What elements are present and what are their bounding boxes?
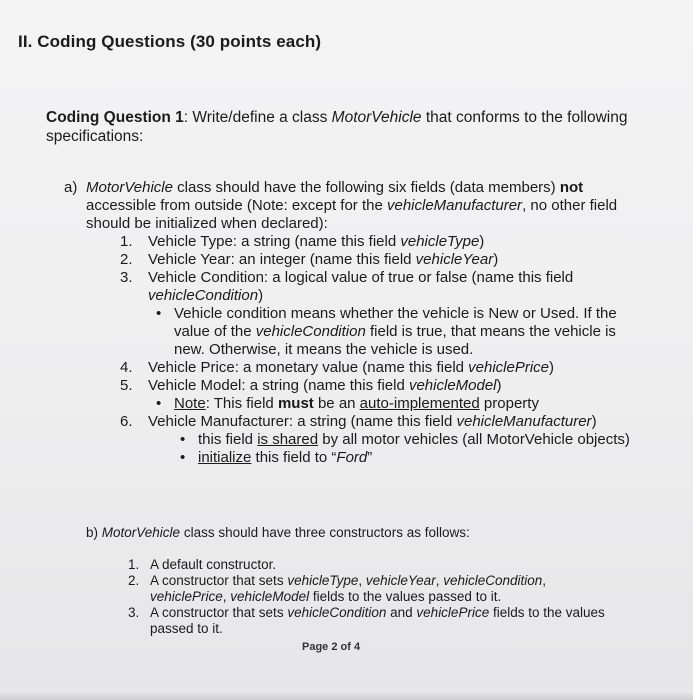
item-text: Vehicle Condition: a logical value of true or false (name this field <box>148 269 574 286</box>
item-text-end: fields to the values passed to it. <box>309 589 502 604</box>
bullet-dot-icon: • <box>180 449 186 466</box>
constructor-list <box>128 557 626 637</box>
not-emphasis: not <box>559 179 584 196</box>
class-name: MotorVehicle <box>331 109 422 126</box>
question-text-end: that conforms to the following specifications: <box>46 109 628 145</box>
bullet-text: : This field <box>205 395 278 412</box>
class-name: MotorVehicle <box>101 525 181 540</box>
bullet-shared <box>176 431 644 449</box>
bullet-dot-icon: • <box>156 395 162 412</box>
bullet-text-end: by all motor vehicles (all MotorVehicle objects) <box>318 431 630 448</box>
item-end: ) <box>479 233 485 250</box>
intro-text-3: , no other field should be initialized when declared): <box>86 197 618 232</box>
bullet-text-2: be an <box>313 395 360 412</box>
initialize-term: initialize <box>198 449 252 466</box>
intro-text: class should have the following six fields (data members) <box>172 179 560 196</box>
bullet-condition <box>152 305 644 359</box>
constructor-item-1 <box>128 557 626 573</box>
item-end: ) <box>496 377 502 394</box>
field-name: vehicleYear <box>365 573 436 588</box>
item-number: 2. <box>120 251 133 268</box>
class-name: MotorVehicle <box>86 179 173 196</box>
bullet-text-end: ” <box>367 449 373 466</box>
field-name: vehicleModel <box>230 589 310 604</box>
item-text-end: fields to the values passed to it. <box>150 605 605 636</box>
bullet-text: this field to “ <box>251 449 337 466</box>
field-name: vehicleModel <box>408 377 497 394</box>
item-number: 2. <box>128 573 140 588</box>
section-heading: II. Coding Questions (30 points each) <box>18 32 322 51</box>
note-label: Note <box>174 395 206 412</box>
item-text: A default constructor. <box>150 557 277 572</box>
constructor-item-3 <box>128 605 626 637</box>
question-label: Coding Question 1 <box>46 109 184 126</box>
page-shadow <box>0 692 693 700</box>
item-text: A constructor that sets <box>150 573 288 588</box>
question-text: : Write/define a class <box>183 109 332 126</box>
field-name: vehicleCondition <box>443 573 543 588</box>
item-number: 6. <box>120 413 133 430</box>
shared-term: is shared <box>257 431 319 448</box>
intro-text-2: accessible from outside (Note: except for the <box>86 197 387 214</box>
bullet-text: Vehicle condition means whether the vehicle is New or Used. If the value of the <box>174 305 617 340</box>
section-b-marker: b) <box>86 525 99 540</box>
separator: and <box>386 605 417 620</box>
item-end: ) <box>591 413 597 430</box>
separator: , <box>358 573 366 588</box>
ford-value: Ford <box>336 449 368 466</box>
section-b <box>86 525 626 637</box>
section-b-intro <box>86 525 626 541</box>
field-name: vehicleCondition <box>255 323 366 340</box>
item-number: 1. <box>128 557 140 572</box>
field-item-4 <box>120 359 644 377</box>
item-number: 4. <box>120 359 133 376</box>
bullet-text-end: property <box>479 395 539 412</box>
field-name: vehicleCondition <box>287 605 387 620</box>
item-end: ) <box>493 251 499 268</box>
item-text: Vehicle Price: a monetary value (name this field <box>148 359 469 376</box>
item-text: Vehicle Type: a string (name this field <box>148 233 401 250</box>
field-name: vehicleType <box>287 573 359 588</box>
section-a <box>64 179 644 467</box>
field-name: vehicleManufacturer <box>456 413 592 430</box>
field-item-6 <box>120 413 644 467</box>
section-a-intro <box>86 179 644 233</box>
section-a-body <box>86 179 644 467</box>
item-end: ) <box>549 359 555 376</box>
bullet-initialize <box>176 449 644 467</box>
item-number: 1. <box>120 233 133 250</box>
field-name: vehicleYear <box>415 251 494 268</box>
field-name: vehiclePrice <box>468 359 550 376</box>
item-text: Vehicle Manufacturer: a string (name this field <box>148 413 457 430</box>
field-item-2 <box>120 251 644 269</box>
intro-text: class should have three constructors as follows: <box>180 525 470 540</box>
bullet-dot-icon: • <box>156 305 162 322</box>
field-item-1 <box>120 233 644 251</box>
item-number: 3. <box>120 269 133 286</box>
constructor-item-2 <box>128 573 626 605</box>
item-text: A constructor that sets <box>150 605 288 620</box>
page-number: Page 2 of 4 <box>302 641 361 653</box>
field-name: vehicleManufacturer <box>386 197 523 214</box>
item-end: ) <box>258 287 264 304</box>
bullet-model-note <box>152 395 644 413</box>
field-item-3 <box>120 269 644 359</box>
field-item-5 <box>120 377 644 413</box>
item-text: Vehicle Model: a string (name this field <box>148 377 409 394</box>
field-name: vehicleCondition <box>148 287 259 304</box>
section-a-marker: a) <box>64 179 78 196</box>
field-name: vehiclePrice <box>150 589 223 604</box>
question-title <box>46 108 646 146</box>
item-number: 3. <box>128 605 140 620</box>
bullet-text: this field <box>198 431 258 448</box>
field-name: vehiclePrice <box>416 605 490 620</box>
separator: , <box>222 589 231 604</box>
bullet-text-end: field is true, that means the vehicle is new. Otherwise, it means the vehicle is used. <box>174 323 616 358</box>
separator: , <box>542 573 547 588</box>
field-name: vehicleType <box>400 233 480 250</box>
must-emphasis: must <box>277 395 314 412</box>
auto-implemented-term: auto-implemented <box>359 395 480 412</box>
separator: , <box>435 573 444 588</box>
item-text: Vehicle Year: an integer (name this field <box>148 251 416 268</box>
item-number: 5. <box>120 377 133 394</box>
bullet-dot-icon: • <box>180 431 186 448</box>
